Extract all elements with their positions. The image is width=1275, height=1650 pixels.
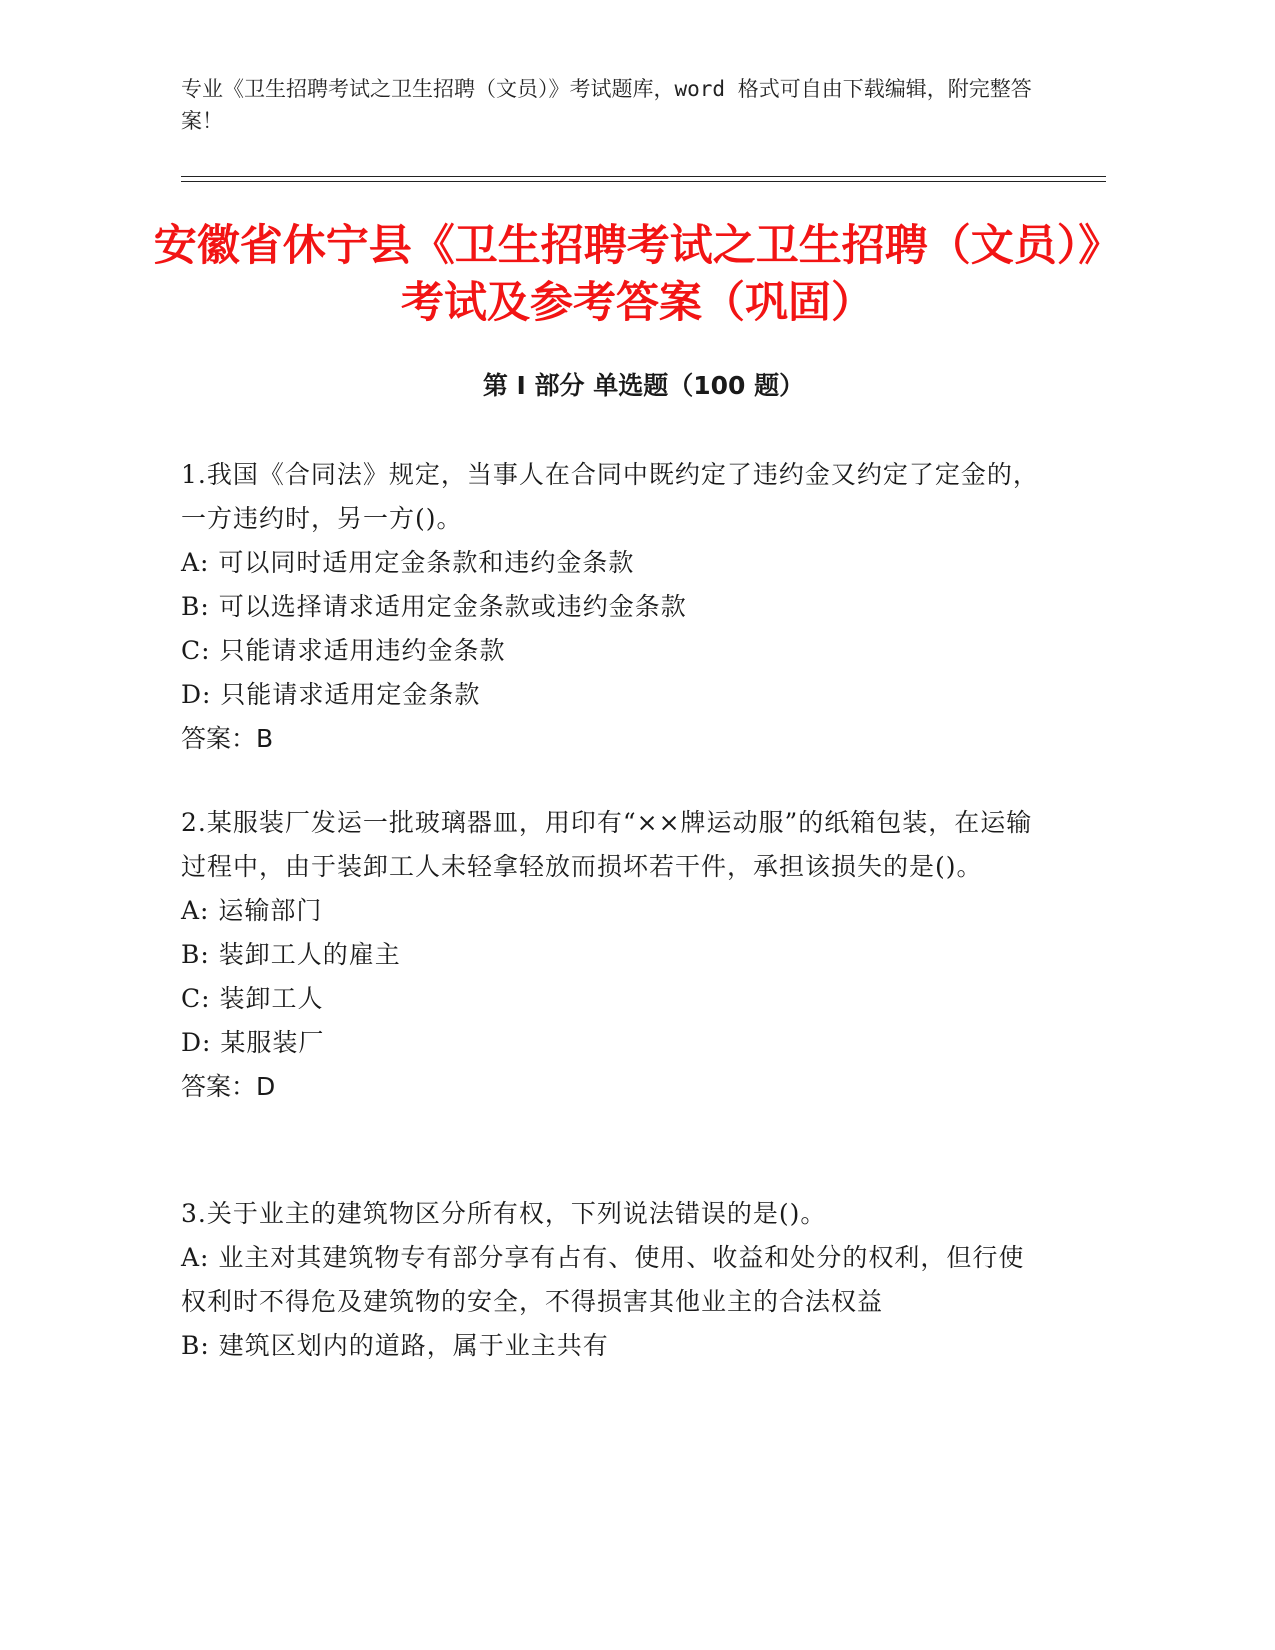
- option-d: D: 只能请求适用定金条款: [181, 680, 481, 709]
- option-c: C: 装卸工人: [181, 984, 324, 1013]
- option-a: A: 业主对其建筑物专有部分享有占有、使用、收益和处分的权利，但行使权利时不得危及建筑物的安全，不得损害其他业主的合法权益: [181, 1243, 1025, 1316]
- question-stem: 1.我国《合同法》规定，当事人在合同中既约定了违约金又约定了定金的，一方违约时，另一方()。: [181, 460, 1039, 533]
- header-divider: [181, 176, 1106, 182]
- question-block-1: [181, 453, 1041, 761]
- question-stem: 2.某服装厂发运一批玻璃器皿，用印有“××牌运动服”的纸箱包装，在运输过程中，由于装卸工人未轻拿轻放而损坏若干件，承担该损失的是()。: [181, 808, 1033, 881]
- document-title: 安徽省休宁县《卫生招聘考试之卫生招聘（文员）》考试及参考答案（巩固）: [153, 221, 1122, 328]
- option-a: A: 可以同时适用定金条款和违约金条款: [181, 548, 635, 577]
- header-note: 专业《卫生招聘考试之卫生招聘（文员）》考试题库，word 格式可自由下载编辑，附完整答案！: [181, 77, 1032, 133]
- option-b: B: 建筑区划内的道路，属于业主共有: [181, 1331, 609, 1360]
- option-b: B: 可以选择请求适用定金条款或违约金条款: [181, 592, 687, 621]
- option-d: D: 某服装厂: [181, 1028, 325, 1057]
- answer-line: 答案：B: [181, 724, 274, 753]
- section-heading: 第 I 部分 单选题（100 题）: [482, 371, 805, 400]
- question-block-2: [181, 801, 1041, 1109]
- question-stem: 3.关于业主的建筑物区分所有权，下列说法错误的是()。: [181, 1199, 827, 1228]
- option-a: A: 运输部门: [181, 896, 323, 925]
- answer-line: 答案：D: [181, 1072, 276, 1101]
- option-c: C: 只能请求适用违约金条款: [181, 636, 506, 665]
- question-block-3: [181, 1192, 1041, 1368]
- option-b: B: 装卸工人的雇主: [181, 940, 401, 969]
